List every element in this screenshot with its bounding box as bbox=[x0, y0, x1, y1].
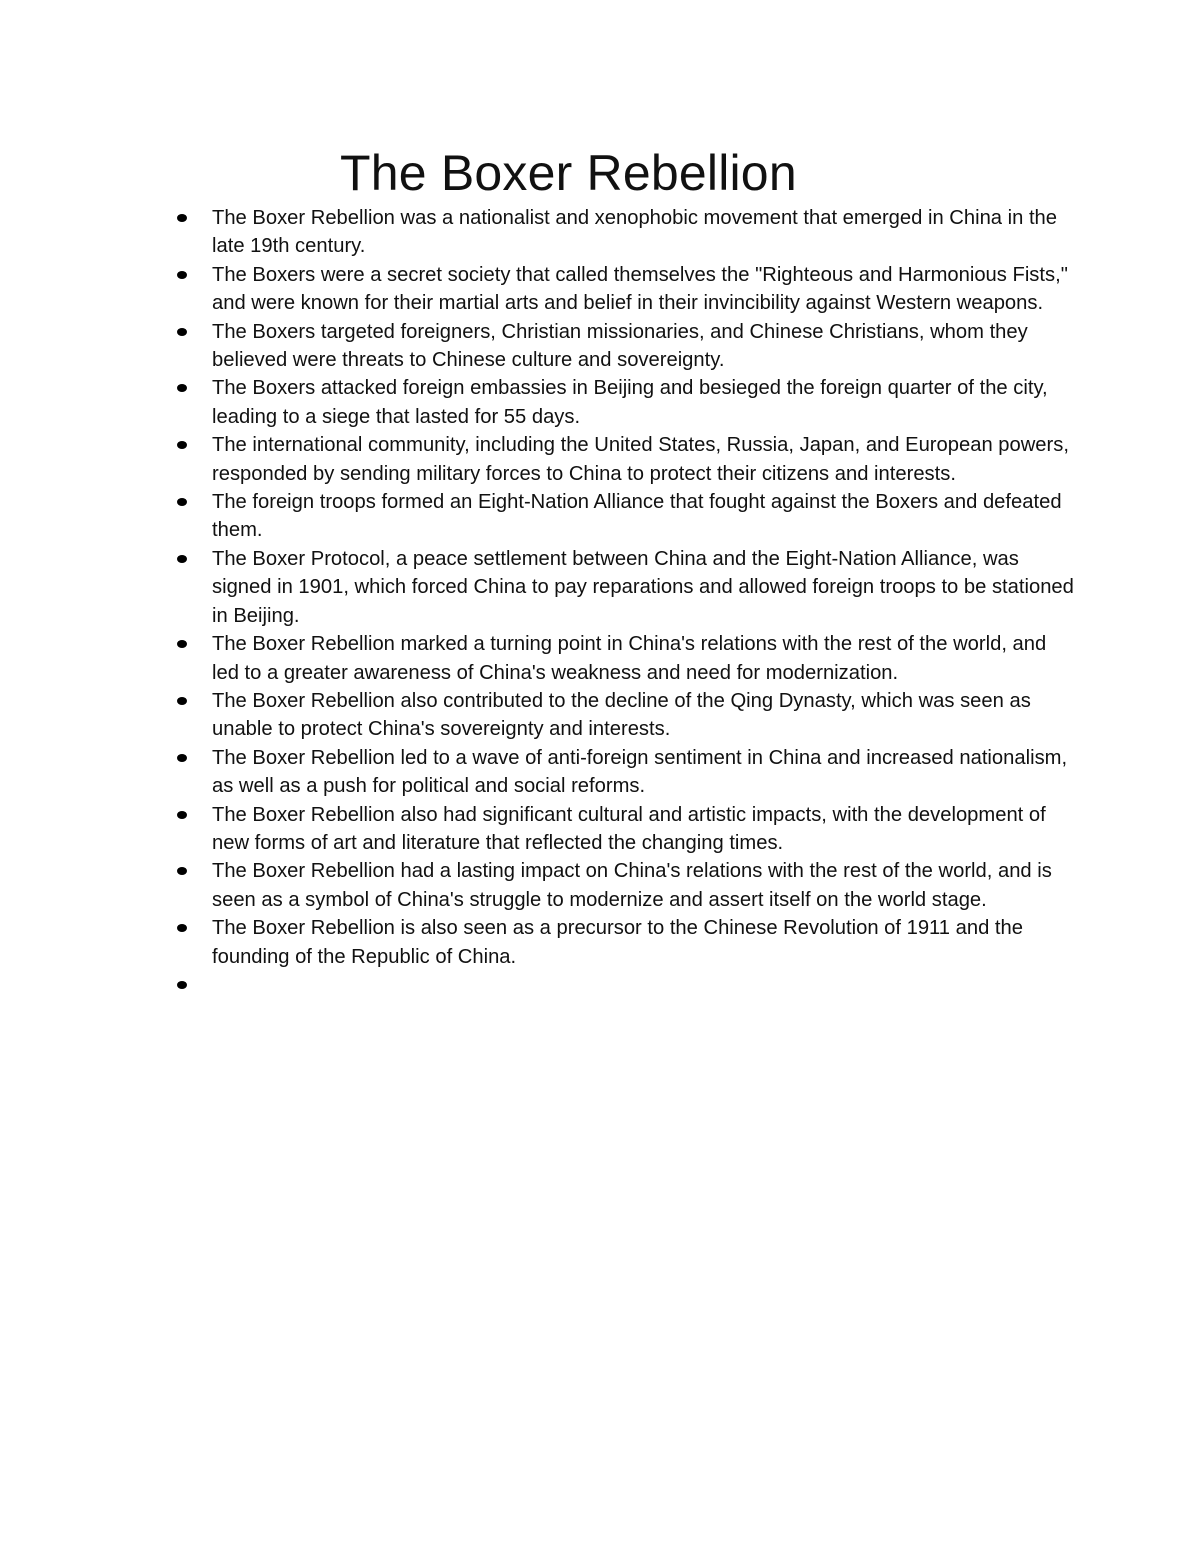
bullet-text: The Boxers were a secret society that called themselves the "Righteous and Harmonious Fists," and were known for their martial arts and belief in their invincibility against Western weapons. bbox=[212, 263, 1068, 315]
bullet-text: The Boxer Rebellion was a nationalist and xenophobic movement that emerged in China in the late 19th century. bbox=[212, 207, 1058, 258]
bullet-item bbox=[0, 687, 1074, 744]
bullet-text: The Boxer Protocol, a peace settlement between China and the Eight-Nation Alliance, was signed in 1901, which forced China to pay reparations and allowed foreign troops to be stationed in Beijing. bbox=[212, 547, 1074, 627]
bullet-item bbox=[0, 488, 1074, 545]
bullet-item bbox=[0, 204, 1074, 261]
bullet-dot-icon bbox=[177, 328, 187, 336]
bullet-item bbox=[0, 857, 1074, 914]
bullet-item bbox=[0, 914, 1074, 971]
bullet-dot-icon bbox=[177, 555, 187, 563]
bullet-item bbox=[0, 545, 1074, 630]
bullet-text: The foreign troops formed an Eight-Nation Alliance that fought against the Boxers and defeated them. bbox=[212, 491, 1062, 542]
bullet-dot-icon bbox=[177, 811, 187, 819]
bullet-dot-icon bbox=[177, 271, 187, 279]
bullet-list bbox=[0, 204, 1200, 999]
bullet-text: The Boxer Rebellion also had significant cultural and artistic impacts, with the development of new forms of art and literature that reflected the changing times. bbox=[212, 803, 1046, 854]
bullet-item bbox=[0, 318, 1074, 375]
bullet-dot-icon bbox=[177, 924, 187, 932]
bullet-item bbox=[0, 630, 1074, 687]
bullet-text: The Boxer Rebellion marked a turning point in China's relations with the rest of the world, and led to a greater awareness of China's weakness and need for modernization. bbox=[212, 633, 1047, 684]
bullet-dot-icon bbox=[177, 384, 187, 392]
bullet-dot-icon bbox=[177, 498, 187, 506]
bullet-dot-icon bbox=[177, 981, 187, 989]
bullet-text: The international community, including the United States, Russia, Japan, and European powers, responded by sending military forces to China to protect their citizens and interests. bbox=[212, 434, 1069, 485]
bullet-item bbox=[0, 801, 1074, 858]
bullet-dot-icon bbox=[177, 441, 187, 449]
bullet-dot-icon bbox=[177, 754, 187, 762]
bullet-item bbox=[0, 431, 1074, 488]
bullet-text: The Boxers attacked foreign embassies in Beijing and besieged the foreign quarter of the city, leading to a siege that lasted for 55 days. bbox=[212, 377, 1048, 428]
bullet-text: The Boxer Rebellion had a lasting impact on China's relations with the rest of the world, and is seen as a symbol of China's struggle to modernize and assert itself on the world stage. bbox=[212, 860, 1052, 911]
bullet-text: The Boxer Rebellion led to a wave of anti-foreign sentiment in China and increased nationalism, as well as a push for political and social reforms. bbox=[212, 746, 1068, 798]
bullet-item bbox=[0, 744, 1074, 801]
bullet-item bbox=[0, 261, 1074, 318]
bullet-dot-icon bbox=[177, 697, 187, 705]
bullet-text bbox=[212, 971, 1074, 999]
bullet-dot-icon bbox=[177, 640, 187, 648]
bullet-text: The Boxers targeted foreigners, Christian missionaries, and Chinese Christians, whom they believed were threats to Chinese culture and sovereignty. bbox=[212, 320, 1028, 372]
bullet-text: The Boxer Rebellion is also seen as a precursor to the Chinese Revolution of 1911 and the founding of the Republic of China. bbox=[212, 917, 1023, 968]
bullet-dot-icon bbox=[177, 867, 187, 875]
bullet-item-empty bbox=[0, 971, 1074, 999]
document-title: The Boxer Rebellion bbox=[340, 145, 797, 201]
bullet-item bbox=[0, 374, 1074, 431]
bullet-dot-icon bbox=[177, 214, 187, 222]
bullet-text: The Boxer Rebellion also contributed to the decline of the Qing Dynasty, which was seen as unable to protect China's sovereignty and interests. bbox=[212, 689, 1031, 741]
